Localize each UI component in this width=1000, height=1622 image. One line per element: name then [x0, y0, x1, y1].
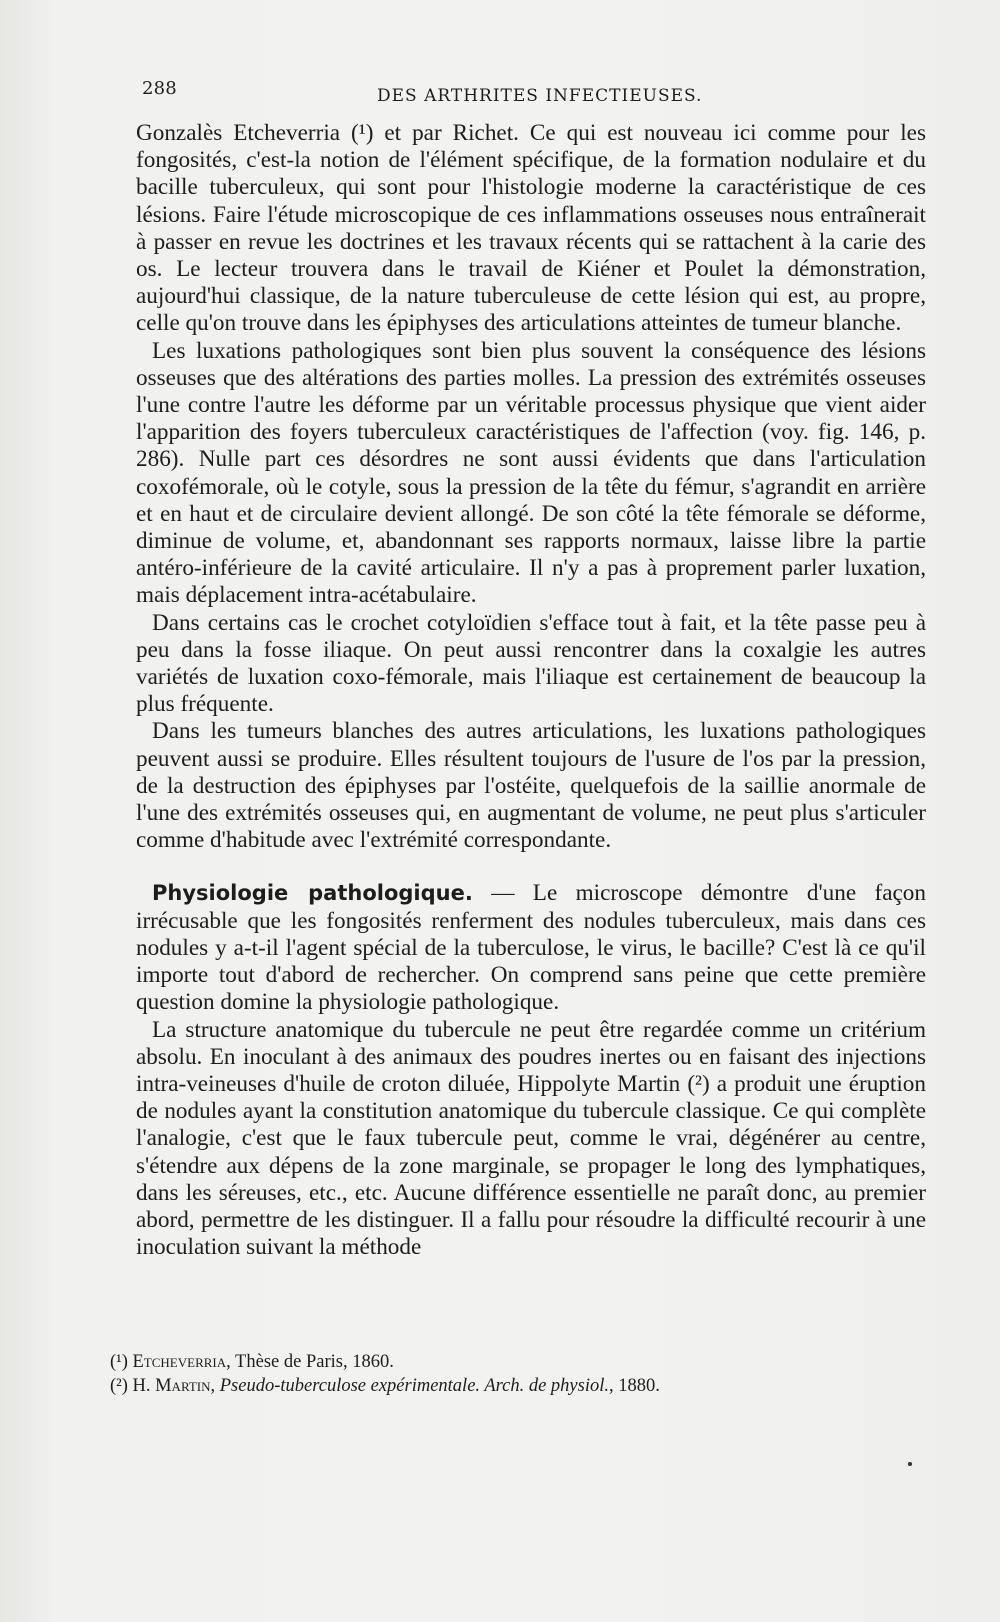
paragraph-structure: La structure anatomique du tubercule ne peut être regardée comme un critérium absolu. En inoculant à des animaux des poudres inertes ou en faisant des injections intra-veineuses d'huile de croton diluée, Hippolyte Martin (²) a produit une éruption de nodules ayant la constitution anatomique du tubercule classique. Ce qui complète l'analogie, c'est que le faux tubercule peut, comme le vrai, dégénérer au centre, s'étendre aux dépens de la zone marginale, se propager le long des lymphatiques, dans les séreuses, etc., etc. Aucune différence essentielle ne paraît donc, au premier abord, permettre de les distinguer. Il a fallu pour résoudre la difficulté recourir à une inoculation suivant la méthode — [136, 1016, 926, 1261]
footnote-author: Martin — [155, 1376, 211, 1396]
footnote-text: , 1880. — [609, 1376, 660, 1396]
section-paragraph — [136, 880, 926, 1016]
footnote-2: (²) H. Martin, Pseudo-tuberculose expérimentale. Arch. de physiol., 1880. — [110, 1376, 660, 1396]
footnote-title: Pseudo-tuberculose expérimentale. Arch. de physiol. — [219, 1376, 609, 1396]
paragraph-tumeurs: Dans les tumeurs blanches des autres articulations, les luxations pathologiques peuvent aussi se produire. Elles résultent toujours de l'usure de l'os par la pression, de la destruction des épiphyses par l'ostéite, quelquefois de la saillie anormale de l'une des extrémités osseuses qui, en augmentant de volume, ne peut plus s'articuler comme d'habitude avec l'extrémité correspondante. — [136, 718, 926, 854]
paragraph-luxations: Les luxations pathologiques sont bien plus souvent la conséquence des lésions osseuses que des altérations des parties molles. La pression des extrémités osseuses l'une contre l'autre les déforme par un véritable processus physique que vient aider l'apparition des foyers tuberculeux caractéristiques de l'affection (voy. fig. 146, p. 286). Nulle part ces désordres ne sont aussi évidents que dans l'articulation coxofémorale, où le cotyle, sous la pression de la tête du fémur, s'agrandit en arrière et en haut et de circulaire devient allongé. De son côté la tête fémorale se déforme, diminue de volume, et, abandonnant ses rapports normaux, laisse libre la partie antéro-inférieure de la cavité articulaire. Il n'y a pas à proprement parler luxation, mais déplacement intra-acétabulaire. — [136, 337, 926, 609]
footnote-author: Etcheverria — [132, 1352, 227, 1372]
body-text — [136, 120, 926, 1261]
paragraph-continued: Gonzalès Etcheverria (¹) et par Richet. Ce qui est nouveau ici comme pour les fongosités, c'est-la notion de l'élément spécifique, de la formation nodulaire et du bacille tuberculeux, qui sont pour l'histologie moderne la caractéristique de ces lésions. Faire l'étude microscopique de ces inflammations osseuses nous entraînerait à passer en revue les doctrines et les travaux récents qui se rattachent à la carie des os. Le lecteur trouvera dans le travail de Kiéner et Poulet la démonstration, aujourd'hui classique, de la nature tuberculeuse de cette lésion qui est, au propre, celle qu'on trouve dans les épiphyses des articulations atteintes de tumeur blanche. — [136, 120, 926, 337]
footnote-marker: (²) H. — [110, 1376, 156, 1396]
section-heading: Physiologie pathologique. — [152, 881, 473, 906]
section-lead-text: — Le microscope démontre d'une façon irrécusable que les fongosités renferment des nodules tuberculeux, mais dans ces nodules y a-t-il l'agent spécial de la tuberculose, le virus, le bacille? C'est là ce qu'il importe tout d'abord de rechercher. On comprend sans peine que cette première question domine la physiologie pathologique. — [136, 880, 926, 1016]
footnotes — [110, 1350, 910, 1398]
running-head-title: DES ARTHRITES INFECTIEUSES. — [377, 86, 703, 106]
footnote-text: , Thèse de Paris, 1860. — [226, 1352, 394, 1372]
paragraph-crochet: Dans certains cas le crochet cotyloïdien s'efface tout à fait, et la tête passe peu à peu dans la fosse iliaque. On peut aussi rencontrer dans la coxalgie les autres variétés de luxation coxo-fémorale, mais l'iliaque est certainement de beaucoup la plus fréquente. — [136, 609, 926, 718]
running-head — [142, 78, 922, 108]
footnote-1 — [110, 1350, 910, 1374]
footnote-marker: (¹) — [110, 1352, 133, 1372]
ink-speck — [908, 1462, 912, 1466]
page-number: 288 — [142, 78, 177, 99]
